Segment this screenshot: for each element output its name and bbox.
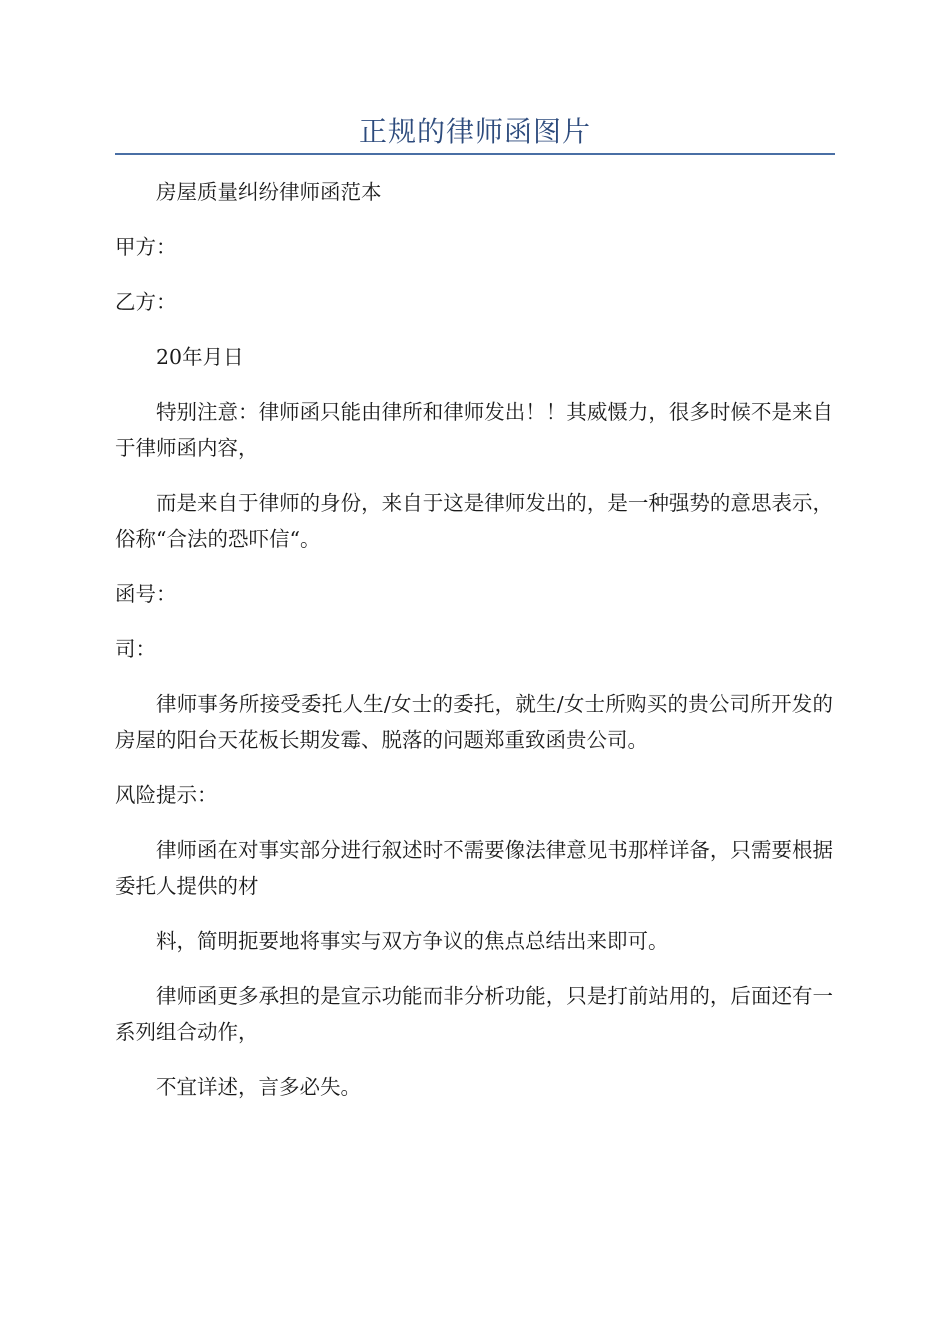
paragraph-subtitle: 房屋质量纠纷律师函范本 xyxy=(156,180,382,204)
paragraph-identity: 而是来自于律师的身份，来自于这是律师发出的，是一种强势的意思表示，俗称“合法的恐吓信“。 xyxy=(115,491,833,551)
paragraph-party-b: 乙方： xyxy=(115,290,177,314)
page-title: 正规的律师函图片 xyxy=(358,115,591,148)
paragraph-facts: 律师函在对事实部分进行叙述时不需要像法律意见书那样详备，只需要根据委托人提供的材 xyxy=(115,838,833,898)
paragraph-date: 20年月日 xyxy=(156,345,244,369)
paragraph-risk-heading: 风险提示： xyxy=(115,783,218,807)
document-body xyxy=(115,174,833,1124)
paragraph-closing: 不宜详述，言多必失。 xyxy=(156,1075,361,1099)
paragraph-function: 律师函更多承担的是宣示功能而非分析功能，只是打前站用的，后面还有一系列组合动作， xyxy=(115,984,833,1044)
paragraph-company: 司： xyxy=(115,637,156,661)
paragraph-special-note: 特别注意：律师函只能由律所和律师发出！！其威慑力，很多时候不是来自于律师函内容， xyxy=(115,400,833,460)
paragraph-party-a: 甲方： xyxy=(115,235,177,259)
title-underline xyxy=(115,153,835,155)
paragraph-letter-number: 函号： xyxy=(115,582,177,606)
paragraph-commission: 律师事务所接受委托人生/女士的委托，就生/女士所购买的贵公司所开发的房屋的阳台天花板长期发霉、脱落的问题郑重致函贵公司。 xyxy=(115,692,833,752)
paragraph-summary: 料，简明扼要地将事实与双方争议的焦点总结出来即可。 xyxy=(156,929,669,953)
